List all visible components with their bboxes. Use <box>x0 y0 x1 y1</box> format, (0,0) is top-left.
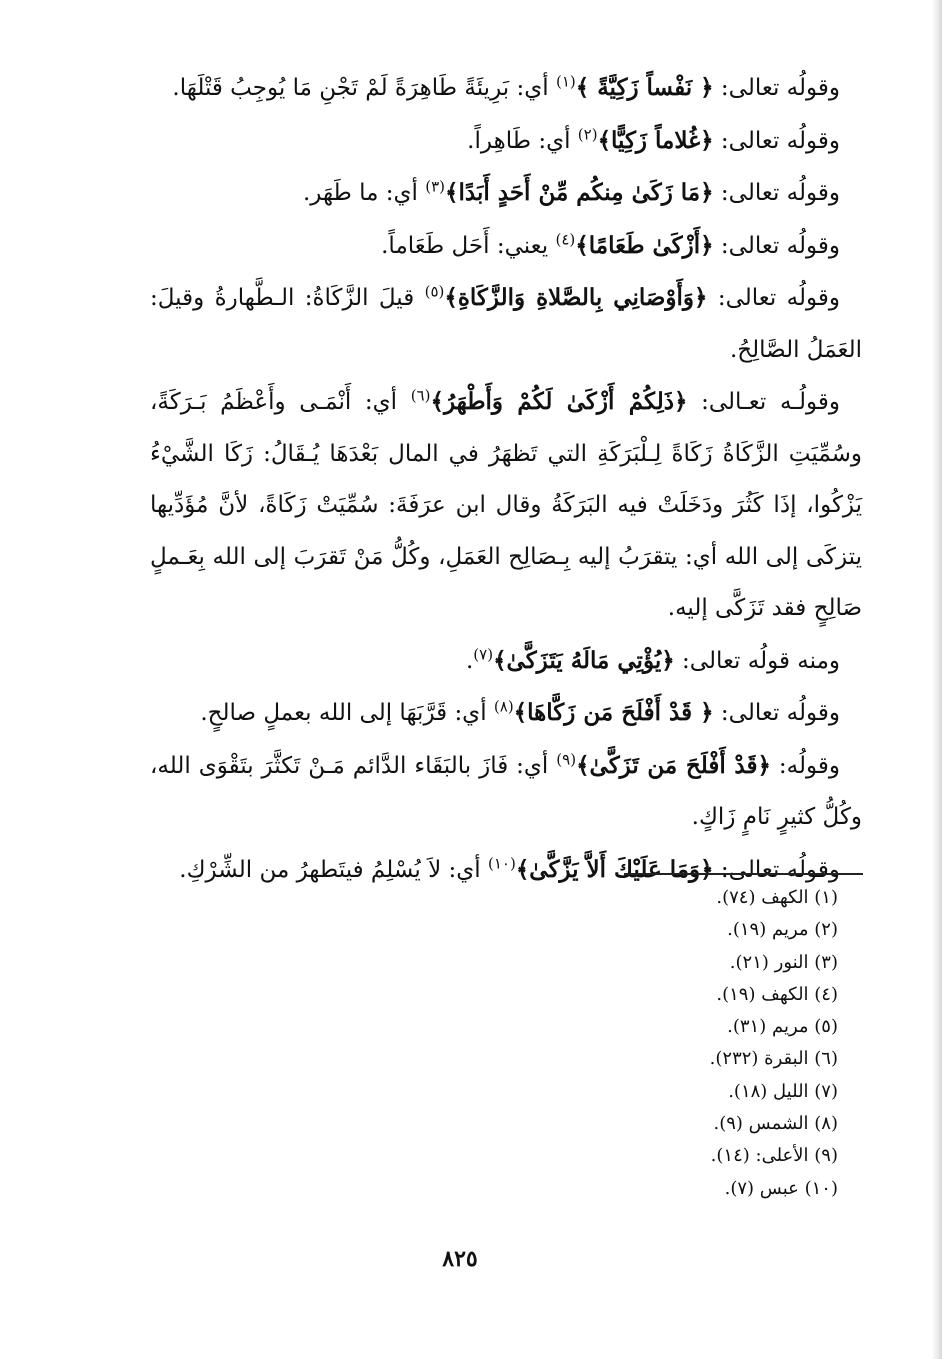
footnote-ref: (٧) <box>473 644 494 663</box>
footnote-ref: (٣) <box>425 177 446 196</box>
quran-verse: ﴿ قَدْ أَفْلَحَ مَن زَكَّاهَا﴾ <box>513 699 714 726</box>
paragraph-9: وقولُه: ﴿قَدْ أَفْلَحَ مَن تَزَكَّىٰ﴾$^{(٩)}$ أي: فَازَ بالبَقَاء الدَّائم مَـنْ تَكثَّرَ بتَقْوَى الله، وكُلُّ كثيرٍ نَامٍ زَاكٍ. <box>150 749 862 830</box>
footnote-item: (٨) الشمس (٩). <box>713 1113 838 1135</box>
footnote-ref: (٨) <box>493 697 514 716</box>
paragraph-5: وقولُه تعالى: ﴿وَأَوْصَانِي بِالصَّلاةِ وَالزَّكَاةِ﴾$^{(٥)}$ قيلَ الزَّكَاةُ: الـطَّهارةُ وقيلَ: العَمَلُ الصَّالِحُ. <box>150 282 862 363</box>
paragraph-8: وقولُه تعالى: ﴿ قَدْ أَفْلَحَ مَن زَكَّاهَا﴾$^{(٨)}$ أي: قَرَّبَهَا إلى الله بعملٍ صالحٍ. <box>200 697 840 726</box>
quran-verse: ﴿يُؤْتِي مَالَهُ يَتَزَكَّىٰ﴾ <box>493 646 675 674</box>
footnote-item: (٩) الأعلى: (١٤). <box>710 1145 838 1167</box>
body-text <box>150 62 862 896</box>
quran-verse: ﴿مَا زَكَىٰ مِنكُم مِّنْ أَحَدٍ أَبَدًا﴾ <box>445 179 714 206</box>
footnote-ref: (٢) <box>577 124 598 143</box>
quran-verse: ﴿أَزْكَىٰ طَعَامًا﴾ <box>575 231 714 259</box>
quran-verse: ﴿ذَلِكُمْ أَزْكَىٰ لَكُمْ وَأَطْهَرُ﴾ <box>430 388 688 415</box>
paragraph-6: وقولُـه تعـالى: ﴿ذَلِكُمْ أَزْكَىٰ لَكُمْ وَأَطْهَرُ﴾$^{(٦)}$ أي: أَنْمَـى وأَعْظَمُ بَـرَكَةً، وسُمِّيَتِ الزَّكَاةُ زَكَاةً لِـلْبَرَكَةِ التي تَظهَرُ في المال بَعْدَهَا يُـقَالُ: زَكَا الشَّيْءُ يَزْكُوا، إذَا كَثُرَ ودَخَلَتْ فيه البَرَكَةُ وقال ابن عرَفَةَ: سُمِّيَتْ زَكَاةً، لأنَّ مُؤَدِّيها يتزكَى إلى الله أي: يتقرَبُ إليه بِـصَالِح العَمَلِ، وكُلُّ مَنْ تَقرَبَ إلى الله بِعَـملٍ صَالِحٍ فقد تَزَكَّى إليه. <box>150 386 862 621</box>
footnote-item: (٧) الليل (١٨). <box>728 1080 838 1102</box>
footnote-divider <box>624 873 863 875</box>
footnote-item: (٥) مريم (٣١). <box>727 1016 838 1038</box>
paragraph-1: وقولُه تعالى: ﴿ نَفْساً زَكِيَّةً ﴾$^{(١)}$ أي: بَرِيئَةً طَاهِرَةً لَمْ تَجْنِ مَا يُوجِبُ قَتْلَهَا. <box>172 72 840 101</box>
paragraph-7: ومنه قولُه تعالى: ﴿يُؤْتِي مَالَهُ يَتَزَكَّىٰ﴾$^{(٧)}$. <box>465 644 840 674</box>
quran-verse: ﴿ نَفْساً زَكِيَّةً ﴾ <box>575 74 714 101</box>
footnote-ref: (٦) <box>410 386 431 405</box>
footnotes-list <box>520 882 838 1205</box>
footnote-item: (٢) مريم (١٩). <box>727 919 838 941</box>
page-number: ٨٢٥ <box>442 1246 478 1272</box>
footnote-ref: (١٠) <box>487 853 516 872</box>
footnote-item: (١) الكهف (٧٤). <box>716 887 838 908</box>
paragraph-4: وقولُه تعالى: ﴿أَزْكَىٰ طَعَامًا﴾$^{(٤)}$ يعني: أَحَل طَعَاماً. <box>381 229 840 259</box>
footnote-ref: (٤) <box>555 229 576 248</box>
footnote-ref: (١) <box>555 72 576 91</box>
footnote-item: (٦) البقرة (٢٣٢). <box>709 1048 838 1070</box>
paragraph-3: وقولُه تعالى: ﴿مَا زَكَىٰ مِنكُم مِّنْ أَحَدٍ أَبَدًا﴾$^{(٣)}$ أي: ما طَهَر. <box>302 177 840 206</box>
footnote-ref: (٩) <box>556 749 577 768</box>
quran-verse: ﴿غُلاماً زَكِيًّا﴾ <box>597 126 714 154</box>
paragraph-2: وقولُه تعالى: ﴿غُلاماً زَكِيًّا﴾$^{(٢)}$ أي: طَاهِراً. <box>467 124 840 154</box>
quran-verse: ﴿وَمَا عَلَيْكَ أَلاَّ يَزَّكَّىٰ﴾ <box>515 855 714 883</box>
footnote-item: (١٠) عبس (٧). <box>724 1177 838 1199</box>
footnote-item: (٤) الكهف (١٩). <box>716 983 838 1005</box>
page-edge-shadow <box>932 0 942 1359</box>
footnote-ref: (٥) <box>424 282 445 301</box>
footnote-item: (٣) النور (٢١). <box>729 951 838 973</box>
paragraph-10: وقولُه تعالى: ﴿وَمَا عَلَيْكَ أَلاَّ يَزَّكَّىٰ﴾$^{(١٠)}$ أي: لاَ يُسْلِمُ فيتَطهرُ من الشِّرْكِ. <box>179 853 840 883</box>
quran-verse: ﴿وَأَوْصَانِي بِالصَّلاةِ وَالزَّكَاةِ﴾ <box>444 284 708 311</box>
quran-verse: ﴿قَدْ أَفْلَحَ مَن تَزَكَّىٰ﴾ <box>576 751 771 779</box>
